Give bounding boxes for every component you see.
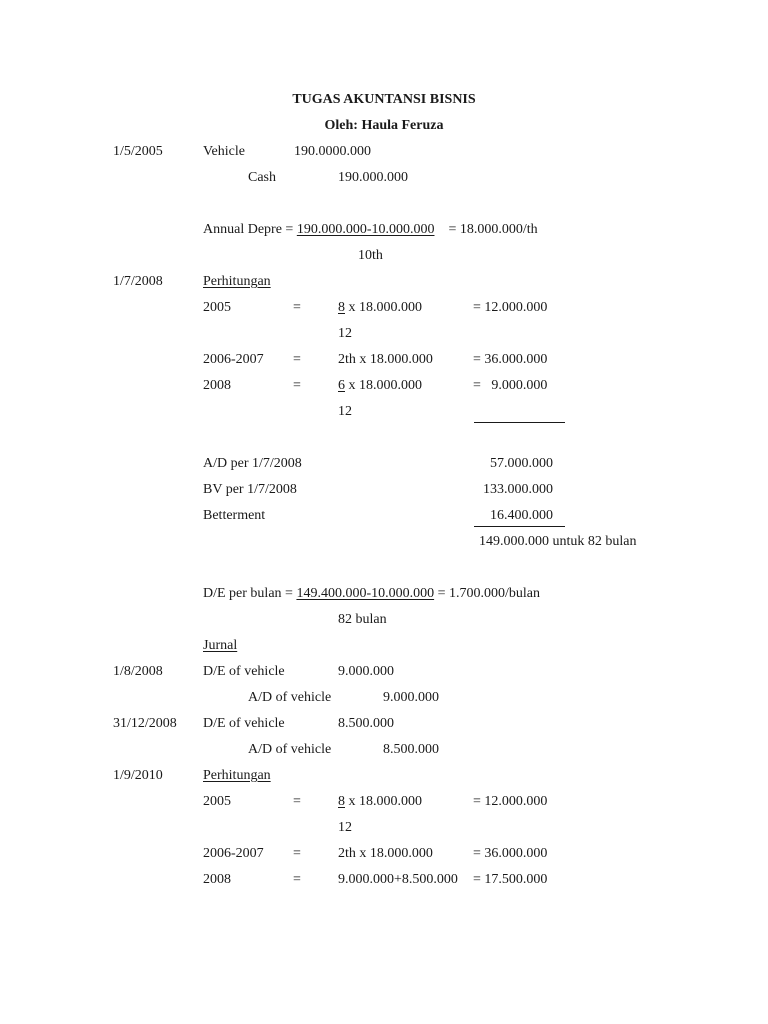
bv-value: 133.000.000 (483, 482, 553, 497)
journal-credit: A/D of vehicle (248, 742, 332, 757)
calc-row-equals: = (293, 846, 301, 861)
credit-account: Cash (248, 170, 276, 185)
annual-depre-result: = 18.000.000/th (448, 222, 538, 237)
calc-row-expression (338, 300, 422, 316)
calc-row-equals: = (293, 794, 301, 809)
calc-row-year: 2006-2007 (203, 846, 264, 861)
journal-debit: D/E of vehicle (203, 716, 285, 731)
calc-row-multiplier: x 18.000.000 (345, 300, 422, 315)
debit-account: Vehicle (203, 144, 245, 159)
calc-row-year: 2008 (203, 872, 231, 887)
ad-value: 57.000.000 (490, 456, 553, 471)
calc-row-expression (338, 378, 422, 394)
journal-heading: Jurnal (203, 638, 238, 653)
total-value: 149.000.000 untuk 82 bulan (479, 534, 637, 549)
fraction-numerator: 8 (338, 300, 345, 315)
calc-row-year: 2006-2007 (203, 352, 264, 367)
calc-row-result: = 9.000.000 (473, 378, 548, 393)
monthly-depre-denominator: 82 bulan (338, 612, 387, 627)
monthly-depre-result: = 1.700.000/bulan (434, 586, 540, 601)
calc-row-expression (338, 794, 422, 810)
annual-depre-line (203, 222, 538, 238)
calc-row-result: = 36.000.000 (473, 352, 548, 367)
betterment-label: Betterment (203, 508, 266, 523)
annual-depre-label: Annual Depre = (203, 222, 294, 237)
ad-label: A/D per 1/7/2008 (203, 456, 302, 471)
debit-amount: 190.0000.000 (294, 144, 371, 159)
calc-row-multiplier: x 18.000.000 (345, 794, 422, 809)
calc-row-equals: = (293, 300, 301, 315)
calc-row-year: 2005 (203, 300, 231, 315)
calc-row-result: = 12.000.000 (473, 794, 548, 809)
annual-depre-numerator: 190.000.000-10.000.000 (296, 222, 435, 237)
monthly-depre-line (203, 586, 540, 602)
calc-row-equals: = (293, 872, 301, 887)
fraction-denominator: 12 (338, 326, 352, 341)
calc-row-year: 2008 (203, 378, 231, 393)
calc-row-expression: 9.000.000+8.500.000 (338, 872, 458, 887)
journal-date: 31/12/2008 (113, 716, 177, 731)
journal-date: 1/8/2008 (113, 664, 163, 679)
journal-debit: D/E of vehicle (203, 664, 285, 679)
document-author: Oleh: Haula Feruza (324, 118, 444, 133)
calc-row-multiplier: x 18.000.000 (345, 378, 422, 393)
journal-debit-amount: 8.500.000 (338, 716, 394, 731)
journal-debit-amount: 9.000.000 (338, 664, 394, 679)
calc-2008-heading: Perhitungan (203, 274, 271, 289)
journal-credit-amount: 9.000.000 (383, 690, 439, 705)
journal-credit: A/D of vehicle (248, 690, 332, 705)
calc-row-equals: = (293, 378, 301, 393)
fraction-denominator: 12 (338, 404, 352, 419)
calc-2008-date: 1/7/2008 (113, 274, 163, 289)
annual-depre-denominator: 10th (358, 248, 383, 263)
fraction-numerator: 6 (338, 378, 345, 393)
calc-row-year: 2005 (203, 794, 231, 809)
total-rule (474, 526, 565, 527)
bv-label: BV per 1/7/2008 (203, 482, 297, 497)
monthly-depre-label: D/E per bulan = (203, 586, 293, 601)
credit-amount: 190.000.000 (338, 170, 408, 185)
calc-row-result: = 12.000.000 (473, 300, 548, 315)
document-title: TUGAS AKUNTANSI BISNIS (292, 92, 476, 107)
monthly-depre-numerator: 149.400.000-10.000.000 (296, 586, 435, 601)
fraction-denominator: 12 (338, 820, 352, 835)
calc-row-equals: = (293, 352, 301, 367)
sum-rule (474, 422, 565, 423)
calc-row-expression: 2th x 18.000.000 (338, 352, 433, 367)
calc-row-result: = 17.500.000 (473, 872, 548, 887)
calc-row-expression: 2th x 18.000.000 (338, 846, 433, 861)
calc-2010-date: 1/9/2010 (113, 768, 163, 783)
betterment-value: 16.400.000 (490, 508, 553, 523)
entry-date: 1/5/2005 (113, 144, 163, 159)
fraction-numerator: 8 (338, 794, 345, 809)
journal-credit-amount: 8.500.000 (383, 742, 439, 757)
calc-2010-heading: Perhitungan (203, 768, 271, 783)
calc-row-result: = 36.000.000 (473, 846, 548, 861)
